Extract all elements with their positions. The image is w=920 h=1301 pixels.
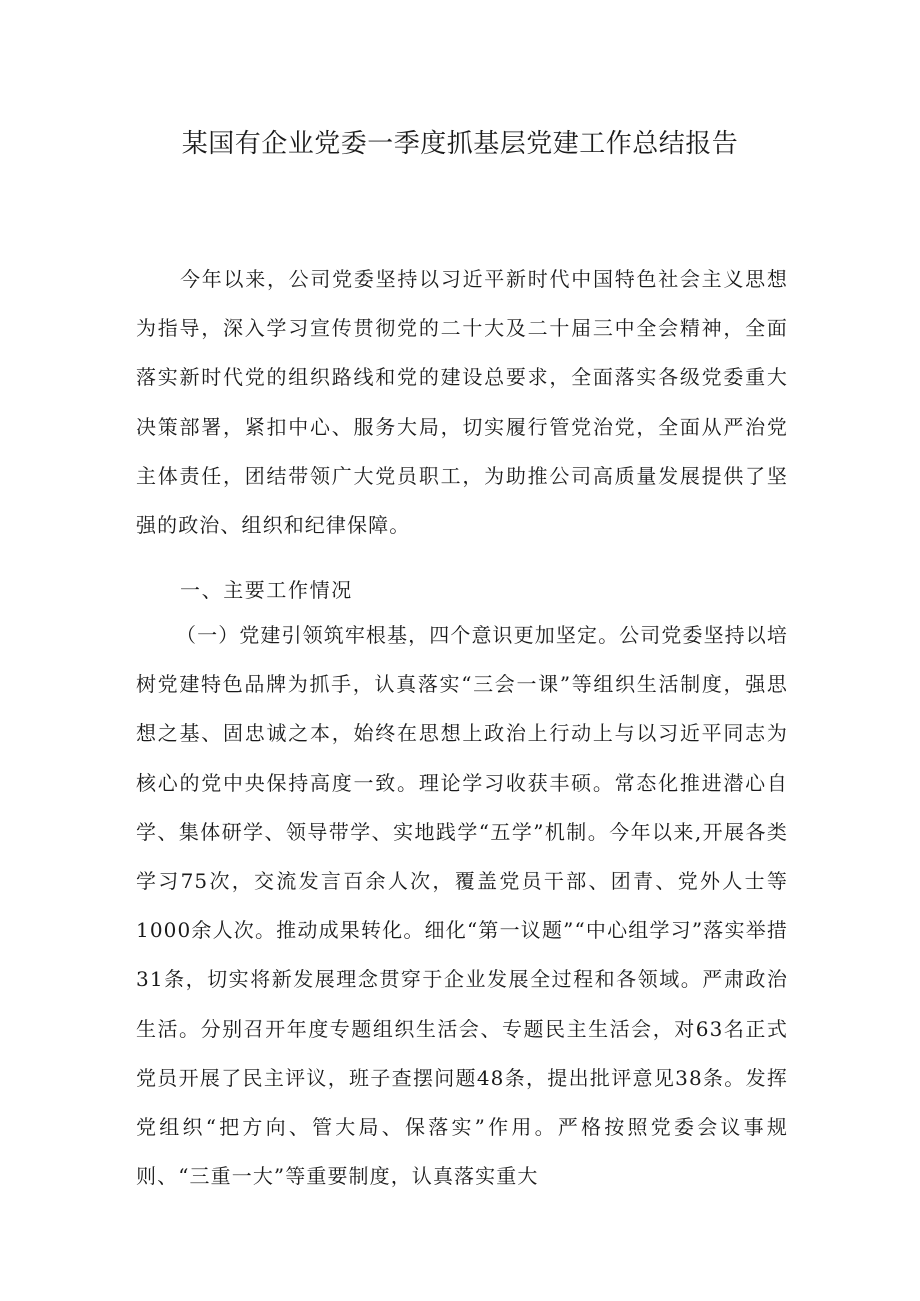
intro-paragraph: 今年以来，公司党委坚持以习近平新时代中国特色社会主义思想为指导，深入学习宣传贯彻党的二十大及二十届三中全会精神，全面落实新时代党的组织路线和党的建设总要求，全面落实各级党委重大决策部署，紧扣中心、服务大局，切实履行管党治党，全面从严治党主体责任，团结带领广大党员职工，为助推公司高质量发展提供了坚强的政治、组织和纪律保障。 (136, 267, 788, 538)
section-heading: 一、主要工作情况 (180, 578, 353, 602)
document-title: 某国有企业党委一季度抓基层党建工作总结报告 (181, 129, 739, 159)
section-1-paragraph-1: （一）党建引领筑牢根基，四个意识更加坚定。公司党委坚持以培树党建特色品牌为抓手，认真落实“三会一课”等组织生活制度，强思想之基、固忠诚之本，始终在思想上政治上行动上与以习近平同志为核心的党中央保持高度一致。理论学习收获丰硕。常态化推进潜心自学、集体研学、领导带学、实地践学“五学”机制。今年以来,开展各类学习75次，交流发言百余人次，覆盖党员干部、团青、党外人士等1000余人次。推动成果转化。细化“第一议题”“中心组学习”落实举措31条，切实将新发展理念贯穿于企业发展全过程和各领域。严肃政治生活。分别召开年度专题组织生活会、专题民主生活会，对63名正式党员开展了民主评议，班子查摆问题48条，提出批评意见38条。发挥党组织“把方向、管大局、保落实”作用。严格按照党委会议事规则、“三重一大”等重要制度，认真落实重大 (136, 623, 788, 1189)
